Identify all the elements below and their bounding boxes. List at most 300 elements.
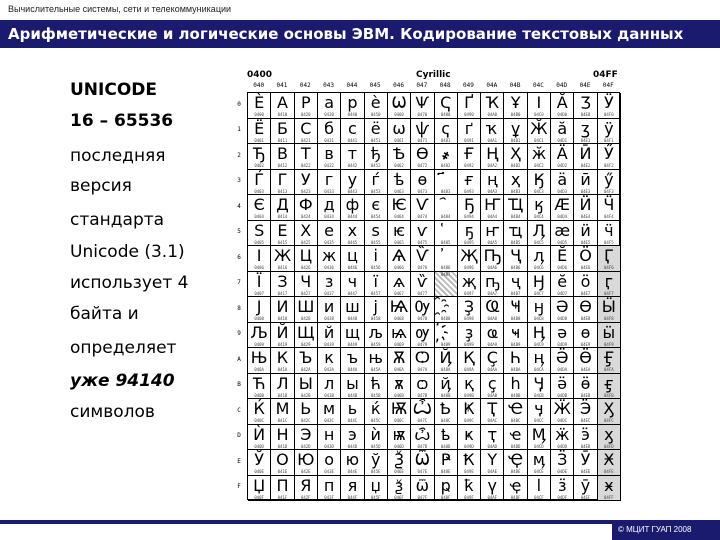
code-point: 0421 <box>300 137 311 143</box>
glyph-cell <box>271 348 294 374</box>
glyph-cell <box>458 374 481 400</box>
code-point: 044D <box>347 443 358 449</box>
glyph-cell <box>341 374 364 400</box>
code-point: 0474 <box>417 214 428 219</box>
glyph-cell <box>458 221 481 247</box>
code-point: 042C <box>300 418 311 423</box>
code-point: 04E1 <box>580 137 591 143</box>
glyph: р <box>347 93 358 112</box>
glyph: і <box>373 246 378 265</box>
glyph: М <box>275 399 290 418</box>
code-point: 043B <box>324 392 334 398</box>
glyph-cell <box>528 272 551 298</box>
code-point: 04F6 <box>604 265 614 270</box>
code-point: 041E <box>277 469 288 474</box>
code-point: 04D1 <box>557 137 568 143</box>
glyph <box>435 195 457 214</box>
glyph-cell <box>458 93 481 119</box>
glyph-cell <box>435 221 458 247</box>
glyph-cell <box>411 348 434 374</box>
glyph-cell <box>574 450 597 476</box>
code-point: 04B1 <box>510 137 521 143</box>
code-point: 04B5 <box>510 239 521 245</box>
code-point: 041C <box>277 418 288 423</box>
row-label: 6 <box>237 253 241 261</box>
chart-range-end: 04FF <box>593 70 618 80</box>
glyph-cell <box>481 119 504 145</box>
glyph-cell <box>435 425 458 451</box>
glyph: ѯ <box>394 475 404 495</box>
code-point: 048D <box>440 443 451 449</box>
glyph-cell <box>341 450 364 476</box>
glyph: ҵ <box>509 220 523 240</box>
glyph-cell <box>248 399 271 425</box>
glyph-cell <box>528 195 551 221</box>
copyright-text: © МЦИТ ГУАП 2008 <box>618 525 692 534</box>
glyph-cell <box>411 93 434 119</box>
glyph: ҹ <box>510 322 521 342</box>
code-point: 04A3 <box>487 188 498 194</box>
code-point: 04FB <box>604 392 614 398</box>
glyph-cell <box>388 425 411 451</box>
code-point: 0435 <box>324 239 334 245</box>
glyph: Ӏ <box>536 93 542 112</box>
glyph-cell <box>528 425 551 451</box>
course-header <box>0 0 720 20</box>
glyph-cell <box>295 93 318 119</box>
code-point: 042E <box>300 469 311 474</box>
glyph: Џ <box>253 475 266 495</box>
glyph-cell <box>528 144 551 170</box>
code-point: 04BC <box>510 418 521 423</box>
glyph-cell <box>458 476 481 502</box>
glyph: ӫ <box>580 373 591 393</box>
code-point: 04BA <box>510 367 521 372</box>
code-point: 045A <box>370 367 381 372</box>
glyph-cell <box>365 93 388 119</box>
row-label: 9 <box>237 330 241 338</box>
glyph: Ҧ <box>483 246 501 265</box>
code-point: 04AD <box>487 443 498 449</box>
code-point: 04F5 <box>604 239 614 245</box>
glyph-cell <box>341 170 364 196</box>
glyph: ҟ <box>464 475 474 495</box>
glyph: ү <box>487 475 498 495</box>
code-point: 041D <box>277 443 288 449</box>
glyph: ұ <box>510 118 521 138</box>
glyph: ҷ <box>510 271 521 291</box>
code-point: 04DE <box>557 469 568 474</box>
glyph-cell <box>271 399 294 425</box>
glyph-cell <box>295 476 318 502</box>
glyph-cell <box>341 195 364 221</box>
code-point: 04A5 <box>487 239 498 245</box>
glyph-cell <box>435 246 458 272</box>
glyph: Я <box>300 475 312 495</box>
glyph-cell <box>365 170 388 196</box>
glyph: ѱ <box>415 118 430 138</box>
glyph: Ҏ <box>440 450 451 469</box>
code-point: 0490 <box>464 112 474 117</box>
glyph: ӗ <box>557 271 568 291</box>
code-point: 047A <box>417 367 428 372</box>
code-point: 04F4 <box>604 214 614 219</box>
glyph: Ҫ <box>486 348 498 367</box>
glyph-cell <box>481 323 504 349</box>
code-point: 045C <box>370 418 381 423</box>
glyph-cell <box>365 476 388 502</box>
glyph-cell <box>458 348 481 374</box>
code-point: 0481 <box>440 137 451 143</box>
row-label: 0 <box>237 100 241 108</box>
character-grid <box>247 92 620 500</box>
glyph-cell <box>388 399 411 425</box>
glyph-cell <box>435 272 458 298</box>
glyph-cell <box>388 476 411 502</box>
glyph: Ѫ <box>392 348 406 367</box>
glyph-cell <box>504 272 527 298</box>
code-point: 048F <box>440 494 451 500</box>
glyph: ҥ <box>485 220 500 240</box>
row-label: C <box>237 406 241 414</box>
glyph: б <box>324 118 335 138</box>
code-point: 044E <box>347 469 358 474</box>
glyph-cell <box>435 450 458 476</box>
code-point: 0430 <box>324 112 334 117</box>
glyph-cell <box>598 144 621 170</box>
glyph-cell <box>248 246 271 272</box>
code-point: 04A0 <box>487 112 498 117</box>
glyph-cell <box>248 425 271 451</box>
glyph: л <box>323 373 335 393</box>
code-point: 0433 <box>324 188 334 194</box>
glyph-cell <box>388 170 411 196</box>
glyph-cell <box>504 425 527 451</box>
glyph-cell <box>574 170 597 196</box>
code-point: 0438 <box>324 316 334 321</box>
code-point: 041A <box>277 367 288 372</box>
glyph: Є <box>253 195 265 214</box>
code-point: 04AF <box>487 494 498 500</box>
left-text-line: последняя <box>70 146 166 166</box>
glyph-cell <box>528 323 551 349</box>
code-point: 04E2 <box>580 163 591 168</box>
code-point: 04A2 <box>487 163 498 168</box>
code-point: 04F0 <box>604 112 614 117</box>
glyph-cell <box>341 476 364 502</box>
glyph: Ѧ <box>391 246 407 265</box>
glyph-cell <box>341 144 364 170</box>
glyph: ѥ <box>393 220 406 240</box>
code-point: 0411 <box>277 137 288 143</box>
glyph: Ҝ <box>463 399 475 418</box>
glyph-cell <box>248 348 271 374</box>
glyph: Ә <box>555 297 569 316</box>
glyph-cell <box>598 450 621 476</box>
code-point: 04C2 <box>534 163 544 168</box>
glyph-cell <box>365 348 388 374</box>
glyph-cell <box>271 221 294 247</box>
glyph: Щ <box>297 322 315 342</box>
row-label: B <box>237 381 241 389</box>
glyph-cell <box>551 170 574 196</box>
glyph-cell <box>504 119 527 145</box>
glyph: Ѭ <box>390 399 408 418</box>
glyph-cell <box>458 119 481 145</box>
code-point: 0491 <box>464 137 474 143</box>
glyph-cell <box>504 195 527 221</box>
code-point: 0451 <box>370 137 381 143</box>
glyph-cell <box>341 399 364 425</box>
glyph: з <box>324 271 334 291</box>
glyph: ҧ <box>484 271 500 291</box>
code-point: 04DB <box>557 392 568 398</box>
glyph: Ѷ <box>416 246 429 265</box>
glyph: Ӌ <box>533 373 545 393</box>
glyph: ь <box>347 399 358 418</box>
glyph-cell <box>481 297 504 323</box>
code-point: 04DF <box>557 494 568 500</box>
glyph-cell <box>388 119 411 145</box>
left-text-line: Unicode (3.1) <box>70 242 185 262</box>
glyph: Ӷ <box>603 246 614 265</box>
glyph: қ <box>464 373 474 393</box>
glyph-cell <box>504 374 527 400</box>
glyph-cell <box>388 348 411 374</box>
glyph-cell <box>365 144 388 170</box>
code-point: 047E <box>417 469 428 474</box>
glyph-cell <box>551 144 574 170</box>
glyph-cell <box>318 221 341 247</box>
glyph: г <box>324 169 334 189</box>
glyph-cell <box>598 476 621 502</box>
glyph: ў <box>370 450 381 469</box>
code-point: 0407 <box>254 290 264 296</box>
unicode-cyrillic-chart <box>233 70 620 500</box>
glyph-cell <box>551 221 574 247</box>
glyph-cell <box>295 119 318 145</box>
glyph-cell <box>365 297 388 323</box>
glyph-cell <box>411 272 434 298</box>
row-label: F <box>237 483 241 491</box>
code-point: 044A <box>347 367 358 372</box>
glyph-cell <box>365 195 388 221</box>
code-point: 0460 <box>394 112 404 117</box>
code-point: 0445 <box>347 239 358 245</box>
glyph: S <box>254 220 265 240</box>
code-point: 046A <box>394 367 404 372</box>
column-header: 041 <box>276 82 288 89</box>
glyph: ѫ <box>394 373 404 393</box>
code-point: 0483 <box>440 188 451 194</box>
code-point: 04E8 <box>580 316 591 321</box>
glyph-cell <box>504 297 527 323</box>
code-point: 0446 <box>347 265 358 270</box>
glyph: Х <box>300 220 312 240</box>
glyph-cell <box>271 246 294 272</box>
code-point: 048E <box>440 469 451 474</box>
code-point: 0414 <box>277 214 288 219</box>
glyph: ҳ <box>510 169 521 189</box>
code-point: 04FC <box>604 418 614 423</box>
glyph: ҕ <box>464 220 474 240</box>
code-point: 0477 <box>417 290 428 296</box>
code-point: 0428 <box>300 316 311 321</box>
code-point: 04A8 <box>487 316 498 321</box>
code-point: 04F2 <box>604 163 614 168</box>
code-point: 0404 <box>254 214 264 219</box>
glyph: ҏ <box>440 475 451 495</box>
glyph: Ҹ <box>510 297 522 316</box>
glyph: ӊ <box>533 348 545 367</box>
glyph-cell <box>411 476 434 502</box>
course-name: Вычислительные системы, сети и телекоммуникации <box>8 4 232 14</box>
glyph-cell <box>598 348 621 374</box>
glyph: З <box>277 271 288 291</box>
code-point: 0412 <box>277 163 288 168</box>
code-point: 043E <box>324 469 334 474</box>
glyph: д <box>323 195 335 214</box>
code-point: 04A1 <box>487 137 498 143</box>
glyph-cell <box>481 170 504 196</box>
glyph-cell <box>318 272 341 298</box>
glyph: Е <box>277 220 288 240</box>
glyph-cell <box>528 297 551 323</box>
glyph: Ж <box>273 246 292 265</box>
code-point: 0492 <box>464 163 474 168</box>
glyph: Ў <box>254 450 265 469</box>
glyph-cell <box>271 297 294 323</box>
glyph-cell <box>528 221 551 247</box>
code-point: 0469 <box>394 341 404 347</box>
glyph: и <box>323 297 335 316</box>
code-point: 04FE <box>604 469 614 474</box>
glyph: а <box>324 93 334 112</box>
glyph: ѕ <box>371 220 380 240</box>
code-point: 0443 <box>347 188 358 194</box>
glyph: ӑ <box>557 118 568 138</box>
code-point: 0429 <box>300 341 311 347</box>
glyph: т <box>347 144 358 163</box>
glyph-cell <box>271 170 294 196</box>
glyph: Ѳ <box>416 144 429 163</box>
glyph: ї <box>373 271 378 291</box>
glyph-cell <box>365 119 388 145</box>
code-point: 042F <box>300 494 311 500</box>
glyph: Ҳ <box>510 144 522 163</box>
glyph: ӡ <box>580 118 591 138</box>
glyph-cell <box>248 195 271 221</box>
row-label: 1 <box>237 126 241 134</box>
row-label: E <box>237 457 241 465</box>
code-point: 04BD <box>510 443 521 449</box>
code-point: 0471 <box>417 137 428 143</box>
glyph-cell <box>551 93 574 119</box>
code-point: 0493 <box>464 188 474 194</box>
code-point: 04BE <box>510 469 521 474</box>
glyph: ӳ <box>604 169 614 189</box>
code-point: 0419 <box>277 341 288 347</box>
glyph: Ҕ <box>463 195 474 214</box>
footer-rule <box>0 520 612 524</box>
glyph: Ӂ <box>530 118 548 138</box>
glyph-cell <box>598 374 621 400</box>
glyph: Ѻ <box>414 348 430 367</box>
glyph-cell <box>504 246 527 272</box>
code-point: 041B <box>277 392 288 398</box>
glyph: ы <box>346 373 359 393</box>
code-point: 04C8 <box>534 316 544 321</box>
glyph: ѵ <box>417 220 428 240</box>
glyph-cell <box>598 221 621 247</box>
glyph-cell <box>435 144 458 170</box>
glyph-cell <box>248 170 271 196</box>
glyph: Ӎ <box>531 424 546 444</box>
glyph-cell <box>458 246 481 272</box>
glyph: җ <box>461 271 477 291</box>
code-point: 0487 <box>440 271 451 277</box>
glyph-cell <box>481 399 504 425</box>
glyph: Ӭ <box>579 399 592 418</box>
glyph: ж <box>321 246 337 265</box>
code-point: 04B0 <box>510 112 521 117</box>
glyph-cell <box>481 144 504 170</box>
glyph: ӌ <box>534 399 544 418</box>
glyph: Ы <box>298 373 313 393</box>
glyph-cell <box>271 450 294 476</box>
row-label: D <box>237 432 241 440</box>
glyph-cell <box>318 170 341 196</box>
code-point: 04E5 <box>580 239 591 245</box>
glyph-cell <box>528 399 551 425</box>
code-point: 04E9 <box>580 341 591 347</box>
glyph-cell <box>574 93 597 119</box>
code-point: 04DD <box>557 443 568 449</box>
column-header: 046 <box>393 82 404 89</box>
glyph-cell <box>365 246 388 272</box>
code-point: 04D0 <box>557 112 568 117</box>
code-point: 04CC <box>534 418 544 423</box>
code-point: 0427 <box>300 290 311 296</box>
left-text-line: байта и <box>70 304 139 324</box>
glyph: Ч <box>300 271 312 291</box>
glyph-cell <box>481 246 504 272</box>
code-point: 04FD <box>604 443 614 449</box>
glyph: Һ <box>510 348 522 367</box>
glyph-cell <box>365 272 388 298</box>
code-point: 0423 <box>300 188 311 194</box>
code-point: 04A7 <box>487 290 498 296</box>
glyph: у <box>347 169 358 189</box>
glyph: щ <box>344 322 360 342</box>
code-point: 04C1 <box>534 137 544 143</box>
code-point: 042B <box>300 392 311 398</box>
code-point: 0420 <box>300 112 311 117</box>
glyph-cell <box>411 297 434 323</box>
code-point: 04D2 <box>557 163 568 168</box>
glyph: ф <box>345 195 360 214</box>
glyph-cell <box>411 399 434 425</box>
glyph: Ђ <box>252 144 266 163</box>
code-point: 04F1 <box>604 137 614 143</box>
code-point: 0468 <box>394 316 404 321</box>
code-point: 0431 <box>324 137 334 143</box>
glyph: Ҭ <box>487 399 498 418</box>
glyph-cell <box>481 450 504 476</box>
glyph-cell <box>295 221 318 247</box>
glyph: ѳ <box>417 169 428 189</box>
glyph: ӏ <box>536 475 542 495</box>
